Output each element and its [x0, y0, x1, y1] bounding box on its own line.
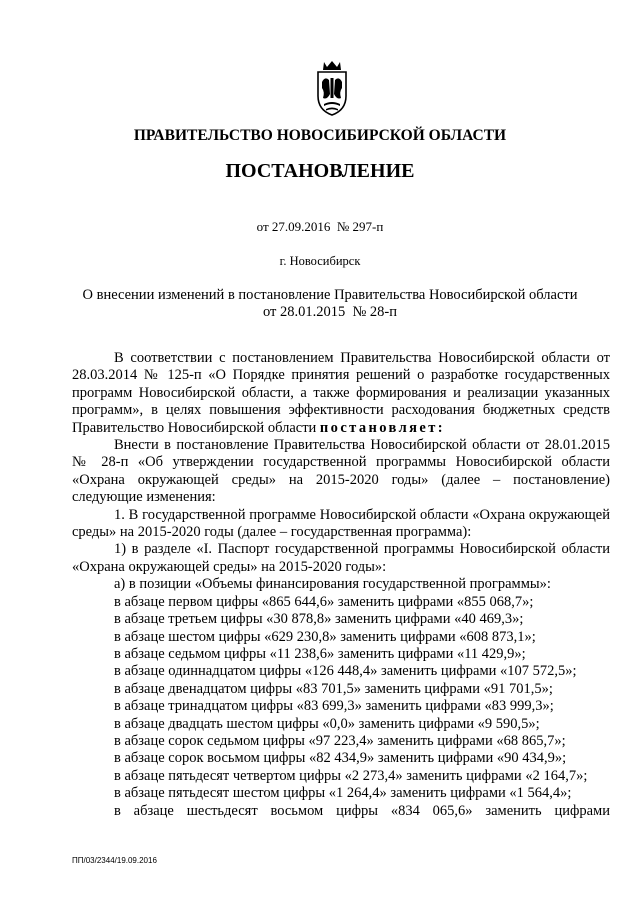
document-date-number: от 27.09.2016 № 297-п — [256, 219, 384, 234]
amendment-line: в абзаце сорок восьмом цифры «82 434,9» заменить цифрами «90 434,9»; — [114, 750, 567, 767]
amendment-line: в абзаце третьем цифры «30 878,8» заменить цифрами «40 469,3»; — [114, 611, 524, 628]
preamble-text: В соответствии с постановлением Правительства Новосибирской области от 28.03.2014 № 125-п «О Порядке принятия решений о разработке государственных программ Новосибирской области, а также формирования и реализации указанных программ», в целях повышения эффективности расходования бюджетных средств Правительство Новосибирской области — [72, 350, 610, 436]
intro-paragraph: Внести в постановление Правительства Новосибирской области от 28.01.2015 № 28-п «Об утверждении государственной программы Новосибирской области «Охрана окружающей среды» на 2015-2020 годы» (далее – постановление) следующие изменения: — [72, 437, 610, 506]
document-body — [72, 350, 610, 820]
item-1-1-a-paragraph: а) в позиции «Объемы финансирования государственной программы»: — [114, 576, 551, 593]
resolves-word: постановляет — [319, 419, 438, 436]
document-type: ПОСТАНОВЛЕНИЕ — [225, 160, 415, 182]
amendment-line: в абзаце первом цифры «865 644,6» заменить цифрами «855 068,7»; — [114, 593, 534, 610]
amendment-line: в абзаце одиннадцатом цифры «126 448,4» заменить цифрами «107 572,5»; — [114, 663, 577, 680]
preamble-paragraph — [72, 350, 610, 437]
subject-line-1: О внесении изменений в постановление Правительства Новосибирской области — [82, 287, 578, 303]
item-1-1-paragraph: 1) в разделе «I. Паспорт государственной программы Новосибирской области «Охрана окружающей среды» на 2015-2020 годы»: — [72, 541, 610, 575]
amendment-line: в абзаце двадцать шестом цифры «0,0» заменить цифрами «9 590,5»; — [114, 715, 540, 732]
item-1-paragraph: 1. В государственной программе Новосибирской области «Охрана окружающей среды» на 2015-2020 годы (далее – государственная программа): — [72, 506, 610, 541]
resolves-colon: : — [437, 419, 443, 436]
amendment-line: в абзаце сорок седьмом цифры «97 223,4» заменить цифрами «68 865,7»; — [114, 732, 566, 749]
amendment-line-last: в абзаце шестьдесят восьмом цифры «834 065,6» заменить цифрами — [114, 802, 610, 819]
subject-line-2: от 28.01.2015 № 28-п — [262, 304, 398, 320]
amendment-line: в абзаце шестом цифры «629 230,8» заменить цифрами «608 873,1»; — [114, 628, 536, 645]
document-city: г. Новосибирск — [279, 254, 361, 268]
amendment-line: в абзаце пятьдесят шестом цифры «1 264,4» заменить цифрами «1 564,4»; — [114, 785, 572, 802]
amendment-line: в абзаце двенадцатом цифры «83 701,5» заменить цифрами «91 701,5»; — [114, 680, 553, 697]
organization-title: ПРАВИТЕЛЬСТВО НОВОСИБИРСКОЙ ОБЛАСТИ — [133, 127, 507, 144]
coat-of-arms-icon — [310, 60, 354, 116]
amendment-line: в абзаце пятьдесят четвертом цифры «2 273,4» заменить цифрами «2 164,7»; — [114, 767, 588, 784]
amendment-line: в абзаце тринадцатом цифры «83 699,3» заменить цифрами «83 999,3»; — [114, 698, 554, 715]
document-subject — [60, 287, 600, 321]
document-footer-code: ПП/03/2344/19.09.2016 — [72, 856, 157, 865]
amendment-line: в абзаце седьмом цифры «11 238,6» заменить цифрами «11 429,9»; — [114, 645, 526, 662]
